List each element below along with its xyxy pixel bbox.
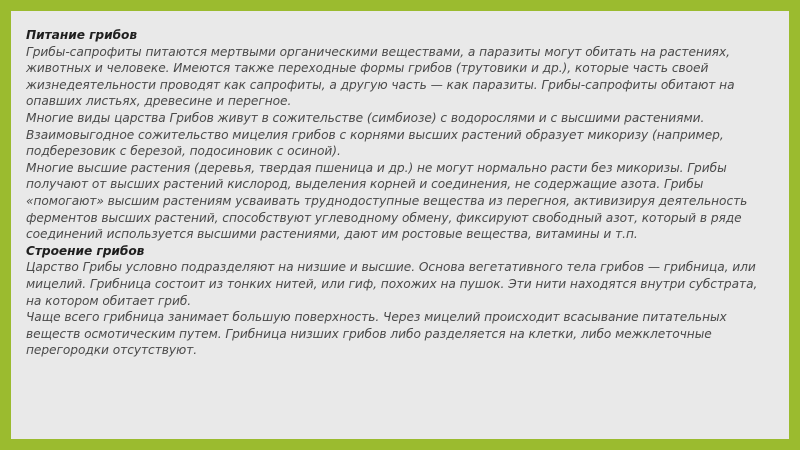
paragraph: Царство Грибы условно подразделяют на низшие и высшие. Основа вегетативного тела грибов — грибница, или мицелий. Грибница состоит из тонких нитей, или гиф, похожих на пушок. Эти нити находятся внутри субстрата, на котором обитает гриб.: [26, 260, 758, 308]
text-block: [26, 27, 776, 359]
section-heading-structure: Строение грибов: [26, 243, 145, 258]
paragraph: Многие виды царства Грибов живут в сожительстве (симбиозе) с водорослями и с высшими растениями. Взаимовыгодное сожительство мицелия грибов с корнями высших растений образует микоризу (например, подберезовик с березой, подосиновик с осиной).: [26, 110, 724, 159]
slide-content-panel: [11, 11, 789, 439]
paragraph: Грибы-сапрофиты питаются мертвыми органическими веществами, а паразиты могут обитать на растениях, животных и человеке. Имеются также переходные формы грибов (трутовики и др.), которые часть своей жизнедеятельности проводят как сапрофиты, а другую часть — как паразиты. Грибы-сапрофиты обитают на опавших листьях, древесине и перегное.: [26, 44, 735, 109]
section-heading-nutrition: Питание грибов: [26, 28, 138, 42]
paragraph: Чаще всего грибница занимает большую поверхность. Через мицелий происходит всасывание питательных веществ осмотическим путем. Грибница низших грибов либо разделяется на клетки, либо межклеточные перегородки отсутствуют.: [26, 310, 727, 358]
paragraph: Многие высшие растения (деревья, твердая пшеница и др.) не могут нормально расти без микоризы. Грибы получают от высших растений кислород, выделения корней и соединения, не содержащие азота. Грибы «помогают» высшим растениям усваивать труднодоступные вещества из перегноя, активизируя деятельность ферментов высших растений, способствуют углеводному обмену, фиксируют свободный азот, который в ряде соединений используется высшими растениями, дают им ростовые вещества, витамины и т.п.: [26, 160, 748, 242]
